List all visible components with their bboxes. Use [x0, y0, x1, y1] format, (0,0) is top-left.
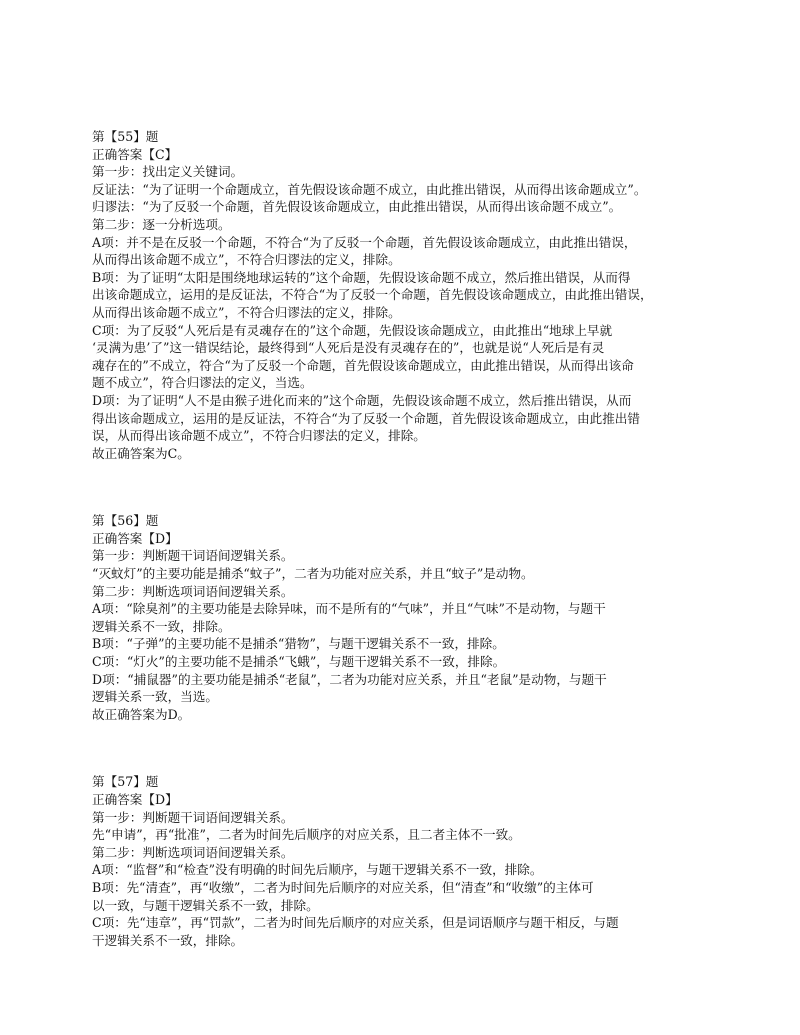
explanation-line: 题不成立”，符合归谬法的定义，当选。: [92, 375, 313, 391]
explanation-line: A项：“除臭剂”的主要功能是去除异味，而不是所有的“气味”，并且“气味”不是动物，与题干: [92, 601, 606, 617]
explanation-line: 先“申请”，再“批准”，二者为时间先后顺序的对应关系，且二者主体不一致。: [92, 827, 521, 843]
explanation-line: 第二步：逐一分析选项。: [92, 216, 231, 232]
explanation-line: 逻辑关系不一致，排除。: [92, 618, 231, 634]
explanation-line: 从而得出该命题不成立”，不符合归谬法的定义，排除。: [92, 252, 401, 268]
explanation-line: C项：“灯火”的主要功能不是捕杀“飞蛾”，与题干逻辑关系不一致，排除。: [92, 654, 506, 670]
explanation-line: 从而得出该命题不成立”，不符合归谬法的定义，排除。: [92, 304, 401, 320]
explanation-line: 逻辑关系一致，当选。: [92, 689, 218, 705]
explanation-line: 第二步：判断选项词语间逻辑关系。: [92, 583, 294, 599]
explanation-line: B项：“子弹”的主要功能不是捕杀“猎物”，与题干逻辑关系不一致，排除。: [92, 636, 505, 652]
question-title: 第【57】题: [92, 774, 159, 790]
explanation-line: D项：“捕鼠器”的主要功能是捕杀“老鼠”，二者为功能对应关系，并且“老鼠”是动物，与题干: [92, 671, 607, 687]
correct-answer: 正确答案【D】: [92, 530, 178, 546]
explanation-line: 出该命题成立，运用的是反证法，不符合“为了反驳一个命题，首先假设该命题成立，由此推出错误，: [92, 287, 653, 303]
explanation-line: 归谬法：“为了反驳一个命题，首先假设该命题成立，由此推出错误，从而得出该命题不成立”。: [92, 199, 622, 215]
correct-answer: 正确答案【C】: [92, 146, 178, 162]
explanation-line: 第一步：判断题干词语间逻辑关系。: [92, 809, 294, 825]
explanation-line: 以一致，与题干逻辑关系不一致，排除。: [92, 897, 319, 913]
explanation-line: 故正确答案为C。: [92, 445, 190, 461]
explanation-line: 误，从而得出该命题不成立”，不符合归谬法的定义，排除。: [92, 428, 426, 444]
question-block-57: [92, 773, 722, 949]
document-page: [92, 128, 722, 949]
explanation-line: A项：并不是在反驳一个命题，不符合“为了反驳一个命题，首先假设该命题成立，由此推出错误，: [92, 234, 637, 250]
explanation-line: 第一步：找出定义关键词。: [92, 164, 244, 180]
explanation-line: 魂存在的”不成立，符合“为了反驳一个命题，首先假设该命题成立，由此推出错误，从而得出该命: [92, 357, 634, 373]
explanation-line: 故正确答案为D。: [92, 706, 191, 722]
explanation-line: 第一步：判断题干词语间逻辑关系。: [92, 548, 294, 564]
explanation-line: C项：先“违章”，再“罚款”，二者为时间先后顺序的对应关系，但是词语顺序与题干相反，与题: [92, 915, 619, 931]
explanation-line: B项：为了证明“太阳是围绕地球运转的”这个命题，先假设该命题不成立，然后推出错误，从而得: [92, 269, 631, 285]
explanation-line: “灭蚊灯”的主要功能是捕杀“蚊子”，二者为功能对应关系，并且“蚊子”是动物。: [92, 566, 534, 582]
question-title: 第【56】题: [92, 513, 159, 529]
question-title: 第【55】题: [92, 129, 159, 144]
question-block-56: [92, 512, 722, 723]
question-block-55: [92, 128, 722, 462]
correct-answer: 正确答案【D】: [92, 792, 178, 807]
explanation-line: D项：为了证明“人不是由猴子进化而来的”这个命题，先假设该命题不成立，然后推出错误，从而: [92, 392, 632, 408]
explanation-line: B项：先“清查”，再“收缴”，二者为时间先后顺序的对应关系，但“清查”和“收缴”的主体可: [92, 879, 594, 895]
explanation-line: 第二步：判断选项词语间逻辑关系。: [92, 844, 294, 860]
explanation-line: A项：“监督”和“检查”没有明确的时间先后顺序，与题干逻辑关系不一致，排除。: [92, 862, 543, 878]
explanation-line: C项：为了反驳“人死后是有灵魂存在的”这个命题，先假设该命题成立，由此推出“地球上早就: [92, 322, 613, 338]
explanation-line: 干逻辑关系不一致，排除。: [92, 932, 244, 948]
explanation-line: ‘灵满为患’了”这一错误结论，最终得到“人死后是没有灵魂存在的”，也就是说“人死后是有灵: [92, 340, 605, 356]
explanation-line: 得出该命题成立，运用的是反证法，不符合“为了反驳一个命题，首先假设该命题成立，由此推出错: [92, 410, 640, 426]
explanation-line: 反证法：“为了证明一个命题成立，首先假设该命题不成立，由此推出错误，从而得出该命题成立”。: [92, 181, 647, 197]
